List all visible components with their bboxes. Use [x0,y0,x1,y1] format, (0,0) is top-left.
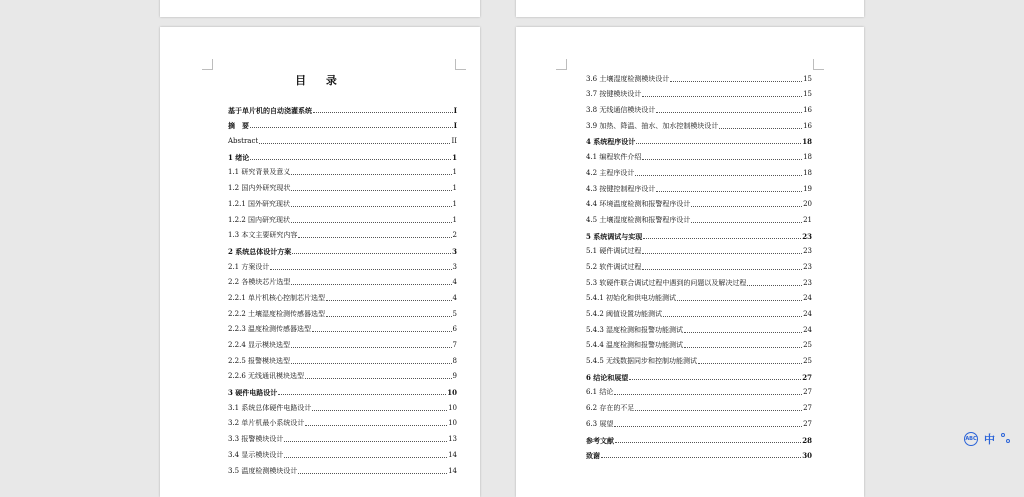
toc-entry[interactable] [586,115,812,131]
toc-entry[interactable] [228,334,457,350]
toc-leader-dots [291,363,451,364]
toc-entry-label: 2.2 各模块芯片选型 [228,278,291,287]
previous-page-left [160,0,480,17]
toc-entry-label: 6.3 展望 [586,419,614,428]
toc-entry[interactable] [228,444,457,460]
toc-entry[interactable] [586,131,812,147]
toc-leader-dots [670,81,802,82]
toc-entry-page: 30 [802,451,812,461]
ime-toolbar[interactable] [964,429,1022,449]
margin-mark [202,59,213,70]
toc-entry-label: 3.8 无线通信模块设计 [586,106,656,115]
toc-leader-dots [326,300,451,301]
toc-entry-page: 15 [803,90,812,99]
ime-options-icon[interactable] [1001,433,1011,445]
toc-entry[interactable] [228,428,457,444]
toc-entry[interactable] [586,445,812,461]
toc-list-right [586,68,812,460]
toc-entry[interactable] [228,209,457,225]
toc-entry-page: 2 [452,231,457,240]
toc-entry-label: 5.2 软件调试过程 [586,262,642,271]
toc-leader-dots [305,378,451,379]
toc-entry-page: 21 [803,215,812,224]
toc-entry[interactable] [586,335,812,351]
toc-entry-page: 8 [452,356,457,365]
toc-entry-page: 16 [803,106,812,115]
toc-entry[interactable] [228,256,457,272]
toc-leader-dots [684,347,802,348]
toc-entry-page: 24 [803,294,812,303]
toc-entry-page: II [451,137,457,146]
toc-entry-label: 3.4 显示模块设计 [228,450,284,459]
toc-entry-page: 23 [803,247,812,256]
toc-leader-dots [270,269,451,270]
toc-entry-label: Abstract [228,137,259,146]
toc-entry-label: 5.4.5 无线数据同步和控制功能测试 [586,357,698,366]
toc-entry-label: 5 系统调试与实现 [586,231,643,241]
toc-entry-page: 15 [803,74,812,83]
toc-entry-label: 4.2 主程序设计 [586,168,635,177]
toc-entry-page: 1 [452,199,457,208]
toc-entry-page: 24 [803,325,812,334]
toc-entry-label: 1.2 国内外研究现状 [228,184,291,193]
toc-entry-label: 1.3 本文主要研究内容 [228,231,298,240]
toc-entry-label: 4 系统程序设计 [586,137,636,147]
toc-entry-label: 2.2.4 显示模块选型 [228,341,291,349]
toc-entry[interactable] [586,319,812,335]
toc-leader-dots [291,284,451,285]
toc-leader-dots [250,159,451,160]
toc-leader-dots [747,285,802,286]
toc-entry-page: 18 [803,168,812,177]
toc-leader-dots [677,300,802,301]
toc-entry-label: 2.1 方案设计 [228,262,270,271]
toc-entry-label: 3.1 系统总体硬件电路设计 [228,403,312,412]
toc-entry[interactable] [586,366,812,382]
toc-entry[interactable] [228,366,457,382]
toc-leader-dots [326,316,451,317]
toc-entry[interactable] [228,225,457,241]
toc-leader-dots [643,238,801,239]
toc-leader-dots [635,410,802,411]
toc-entry-label: 3.7 按键模块设计 [586,90,642,99]
toc-entry[interactable] [228,350,457,366]
toc-leader-dots [291,222,451,223]
toc-leader-dots [284,441,447,442]
toc-entry[interactable] [228,413,457,429]
toc-leader-dots [719,128,802,129]
toc-entry-page: 10 [448,419,457,428]
toc-leader-dots [291,347,451,348]
toc-entry-page: 1 [452,152,457,162]
toc-entry[interactable] [586,99,812,115]
toc-entry-page: 3 [452,262,457,271]
toc-entry[interactable] [228,177,457,193]
toc-entry[interactable] [228,460,457,476]
toc-leader-dots [635,175,802,176]
toc-entry-label: 3.9 加热、降温、抽水、加水控制模块设计 [586,121,719,130]
toc-leader-dots [684,332,802,333]
toc-entry-label: 5.4.2 阈值设置功能测试 [586,310,663,318]
toc-entry[interactable] [586,272,812,288]
toc-entry[interactable] [586,382,812,398]
toc-entry-label: 3.5 温度检测模块设计 [228,466,298,475]
toc-entry[interactable] [586,413,812,429]
toc-entry[interactable] [228,303,457,319]
toc-entry-label: 5.4.3 湿度检测和报警功能测试 [586,325,684,334]
toc-entry[interactable] [228,146,457,162]
toc-entry-page: 4 [452,293,457,302]
toc-entry-label: 5.4.4 温度检测和报警功能测试 [586,341,684,350]
toc-entry-page: 27 [802,372,812,382]
toc-entry[interactable] [586,68,812,84]
toc-entry-page: I [453,105,457,115]
toc-leader-dots [298,473,447,474]
toc-leader-dots [313,112,453,113]
toc-entry-page: 1 [452,168,457,177]
toc-entry-page: 10 [447,388,457,398]
toc-leader-dots [629,379,801,380]
toc-leader-dots [642,96,802,97]
toc-entry[interactable] [228,397,457,413]
toc-leader-dots [305,425,447,426]
toc-title: 目 录 [295,74,345,87]
toc-entry[interactable] [228,287,457,303]
toc-entry-label: 5.4.1 初始化和供电功能测试 [586,294,677,303]
toc-leader-dots [663,316,802,317]
toc-entry-page: 1 [452,215,457,224]
toc-leader-dots [312,331,451,332]
toc-leader-dots [278,394,446,395]
toc-entry-label: 1.2.2 国内研究现状 [228,215,291,224]
document-page-right [516,27,864,497]
toc-leader-dots [656,191,802,192]
toc-entry[interactable] [586,350,812,366]
toc-leader-dots [601,457,801,458]
toc-entry-label: 5.3 软硬件联合调试过程中遇到的问题以及解决过程 [586,278,747,287]
ime-language-toggle[interactable]: 中 [984,433,995,446]
margin-mark [813,59,824,70]
toc-entry-label: 3.2 单片机最小系统设计 [228,419,305,428]
toc-leader-dots [284,457,447,458]
toc-leader-dots [642,269,802,270]
toc-entry-page: 25 [803,357,812,366]
toc-entry-label: 2.2.5 报警模块选型 [228,356,291,365]
toc-entry-label: 2.2.3 温度检测传感器选型 [228,325,312,334]
toc-entry-label: 6.1 结论 [586,388,614,397]
toc-entry[interactable] [586,429,812,445]
toc-entry-label: 4.3 按键控制程序设计 [586,184,656,193]
toc-entry-page: 5 [452,309,457,318]
toc-entry-label: 1 绪论 [228,152,250,162]
toc-entry-label: 6.2 存在的不足 [586,404,635,413]
toc-entry-page: I [453,121,457,131]
toc-entry[interactable] [228,272,457,288]
toc-entry-page: 6 [452,325,457,334]
toc-entry-page: 13 [448,435,457,444]
toc-entry[interactable] [586,397,812,413]
toc-entry-label: 1.2.1 国外研究现状 [228,199,291,208]
toc-leader-dots [292,253,451,254]
toc-leader-dots [291,206,451,207]
toc-entry[interactable] [586,241,812,257]
toc-entry-label: 4.4 环境温度检测和报警程序设计 [586,200,691,209]
toc-entry[interactable] [586,209,812,225]
toc-leader-dots [656,112,802,113]
toc-entry-page: 10 [448,403,457,412]
toc-leader-dots [291,174,451,175]
toc-leader-dots [291,190,451,191]
toc-entry[interactable] [586,84,812,100]
toc-entry[interactable] [228,115,457,131]
toc-entry-page: 24 [803,310,812,318]
toc-entry-page: 27 [803,404,812,413]
toc-entry-page: 4 [452,278,457,287]
toc-entry-label: 3.6 土壤湿度检测模块设计 [586,74,670,83]
document-page-left [160,27,480,497]
toc-leader-dots [614,426,802,427]
toc-entry-page: 14 [448,466,457,475]
toc-entry-label: 2.2.1 单片机核心控制芯片选型 [228,293,326,302]
toc-entry-page: 27 [803,419,812,428]
toc-leader-dots [698,363,802,364]
toc-entry-page: 23 [802,231,812,241]
toc-entry[interactable] [586,225,812,241]
toc-entry[interactable] [228,130,457,146]
toc-entry-page: 20 [803,200,812,209]
toc-entry-label: 致谢 [586,451,600,461]
toc-entry-page: 23 [803,262,812,271]
toc-entry[interactable] [228,381,457,397]
toc-entry-label: 2.2.2 土壤湿度检测传感器选型 [228,309,326,318]
margin-mark [455,59,466,70]
toc-leader-dots [312,410,447,411]
toc-list-left [228,99,457,476]
toc-entry-label: 6 结论和展望 [586,372,629,382]
toc-leader-dots [298,237,451,238]
toc-leader-dots [614,394,802,395]
toc-leader-dots [615,442,801,443]
toc-entry[interactable] [586,146,812,162]
toc-entry-page: 14 [448,450,457,459]
toc-leader-dots [642,253,802,254]
toc-entry[interactable] [586,303,812,319]
toc-entry-page: 19 [803,184,812,193]
previous-page-right [516,0,864,17]
toc-entry-page: 3 [452,246,457,256]
toc-entry-page: 28 [802,435,812,445]
toc-entry[interactable] [586,256,812,272]
toc-entry[interactable] [586,288,812,304]
toc-leader-dots [642,159,802,160]
toc-leader-dots [250,127,453,128]
margin-mark [556,59,567,70]
toc-entry-page: 1 [452,184,457,193]
toc-entry-label: 1.1 研究背景及意义 [228,168,291,177]
toc-entry-label: 5.1 硬件调试过程 [586,247,642,256]
toc-entry-label: 3 硬件电路设计 [228,388,278,398]
toc-leader-dots [636,143,801,144]
toc-entry-page: 16 [803,121,812,130]
ime-logo-icon[interactable]: ABC [964,432,978,446]
toc-leader-dots [691,222,802,223]
toc-entry-page: 18 [803,153,812,162]
toc-entry-page: 23 [803,278,812,287]
toc-leader-dots [259,143,450,144]
toc-entry[interactable] [228,240,457,256]
toc-entry-label: 4.5 土壤湿度检测和报警程序设计 [586,215,691,224]
toc-entry-page: 18 [802,137,812,147]
toc-entry[interactable] [586,162,812,178]
toc-entry-label: 3.3 报警模块设计 [228,435,284,444]
toc-entry-page: 7 [452,341,457,349]
toc-entry[interactable] [228,319,457,335]
toc-entry[interactable] [228,99,457,115]
toc-entry[interactable] [228,162,457,178]
toc-entry-page: 27 [803,388,812,397]
toc-entry[interactable] [586,178,812,194]
toc-entry-label: 2.2.6 无线通讯模块选型 [228,372,305,381]
toc-entry-label: 4.1 编程软件介绍 [586,153,642,162]
toc-leader-dots [691,206,802,207]
toc-entry[interactable] [228,193,457,209]
toc-entry-label: 基于单片机的自动浇灌系统 [228,105,312,115]
toc-entry-page: 25 [803,341,812,350]
toc-entry[interactable] [586,194,812,210]
toc-entry-label: 2 系统总体设计方案 [228,246,292,256]
toc-entry-label: 参考文献 [586,435,614,445]
toc-entry-page: 9 [452,372,457,381]
toc-entry-label: 摘 要 [228,121,249,131]
